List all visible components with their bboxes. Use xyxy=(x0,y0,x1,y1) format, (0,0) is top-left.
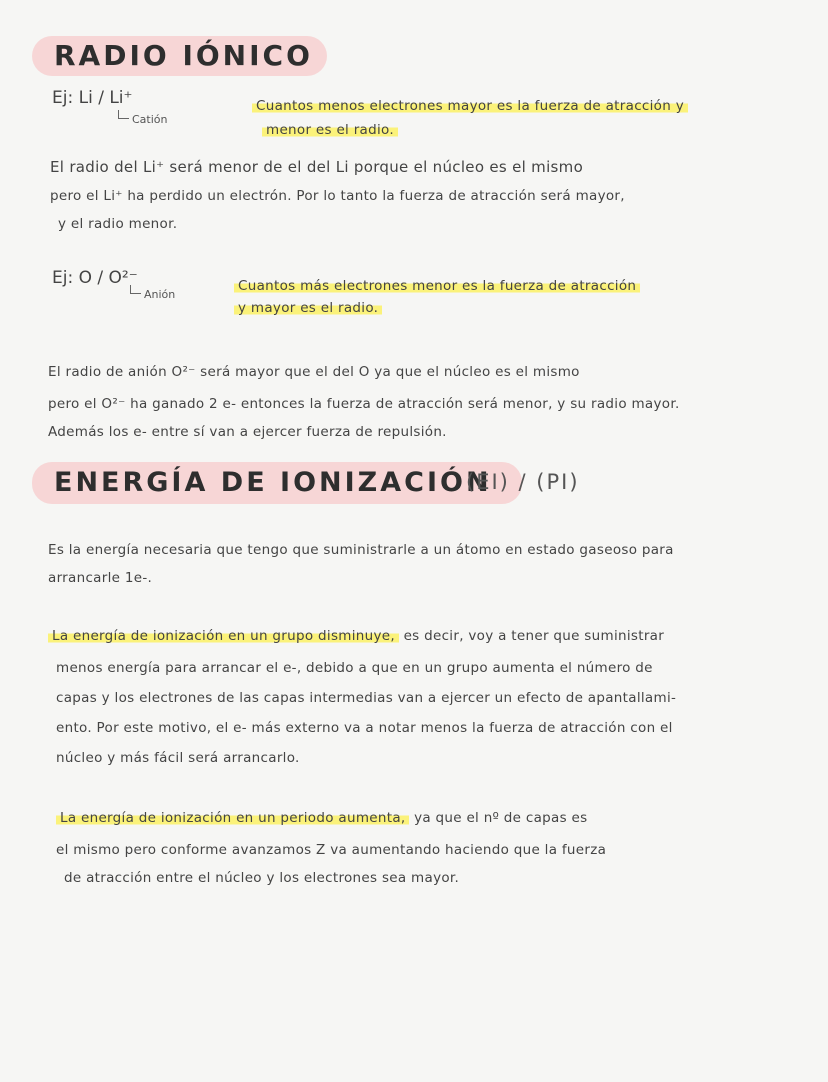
definition-line1: Es la energía necesaria que tengo que suministrarle a un átomo en estado gaseoso para xyxy=(48,542,674,558)
section-title-radio-ionico: RADIO IÓNICO xyxy=(32,36,327,76)
paragraph-li-line1: El radio del Li⁺ será menor de el del Li porque el núcleo es el mismo xyxy=(50,158,584,176)
period-highlight: La energía de ionización en un periodo aumenta, xyxy=(56,810,409,826)
group-highlight: La energía de ionización en un grupo disminuye, xyxy=(48,628,399,644)
period-line2: el mismo pero conforme avanzamos Z va aumentando haciendo que la fuerza xyxy=(56,842,607,858)
group-line5: núcleo y más fácil será arrancarlo. xyxy=(56,750,300,766)
example-o-sublabel: Anión xyxy=(144,288,176,301)
group-line2: menos energía para arrancar el e-, debido a que en un grupo aumenta el número de xyxy=(56,660,653,676)
group-line4: ento. Por este motivo, el e- más externo va a notar menos la fuerza de atracción con el xyxy=(56,720,673,736)
note-o-line1: Cuantos más electrones menor es la fuerza de atracción xyxy=(234,278,640,294)
example-li-sublabel: Catión xyxy=(132,113,168,126)
period-line3: de atracción entre el núcleo y los electrones sea mayor. xyxy=(64,870,460,886)
group-line3: capas y los electrones de las capas intermedias van a ejercer un efecto de apantallami- xyxy=(56,690,677,706)
paragraph-o-line2: pero el O²⁻ ha ganado 2 e- entonces la fuerza de atracción será menor, y su radio mayor. xyxy=(48,396,680,412)
group-line1-rest: es decir, voy a tener que suministrar xyxy=(398,628,665,644)
group-line1 xyxy=(48,628,664,644)
note-li-line1: Cuantos menos electrones mayor es la fuerza de atracción y xyxy=(252,98,688,114)
example-li-label: Ej: Li / Li⁺ xyxy=(52,88,133,108)
period-line1-rest: ya que el nº de capas es xyxy=(409,810,588,826)
section-title-energia-ionizacion: ENERGÍA DE IONIZACIÓN xyxy=(32,462,522,504)
paragraph-o-line1: El radio de anión O²⁻ será mayor que el del O ya que el núcleo es el mismo xyxy=(48,364,580,380)
paragraph-li-line3: y el radio menor. xyxy=(58,216,178,232)
definition-line2: arrancarle 1e-. xyxy=(48,570,153,586)
arrow-hook-icon xyxy=(130,285,141,294)
note-o-line2: y mayor es el radio. xyxy=(234,300,382,316)
paragraph-o-line3: Además los e- entre sí van a ejercer fuerza de repulsión. xyxy=(48,424,447,440)
paragraph-li-line2: pero el Li⁺ ha perdido un electrón. Por lo tanto la fuerza de atracción será mayor, xyxy=(50,188,625,204)
note-li-line2: menor es el radio. xyxy=(262,122,398,138)
period-line1 xyxy=(56,810,587,826)
section-title-abbrev: (EI) / (PI) xyxy=(466,470,580,494)
example-o-label: Ej: O / O²⁻ xyxy=(52,268,138,288)
arrow-hook-icon xyxy=(118,110,129,119)
